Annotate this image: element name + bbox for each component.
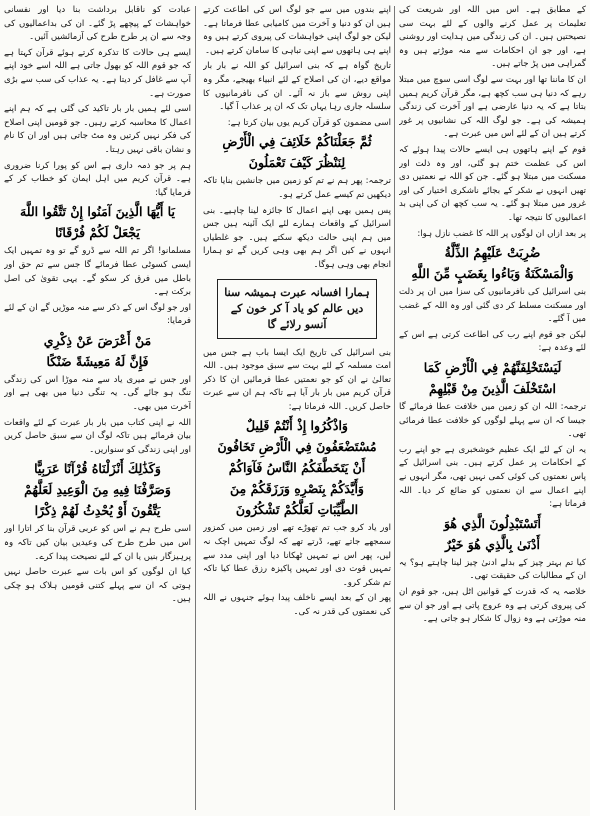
- right-column: [399, 4, 586, 812]
- paragraph: پھر ان کے بعد ایسے ناخلف پیدا ہوئے جنہوں نے اللہ کی نعمتوں کی قدر نہ کی۔: [203, 593, 391, 618]
- paragraph: اور جس نے میری یاد سے منہ موڑا اس کی زندگی تنگ ہو جائے گی۔ یہ تنگی دنیا میں بھی ہے اور آخرت میں بھی۔: [4, 374, 191, 413]
- paragraph: ہم پر جو ذمہ داری ہے اس کو پورا کرنا ضروری ہے۔ قرآن کریم میں اہل ایمان کو خطاب کر کے فرمایا گیا:: [4, 160, 191, 198]
- quran-verse: يَتَّقُونَ أَوْ يُحْدِثُ لَهُمْ ذِكْرًا: [34, 503, 161, 519]
- paragraph: اسی لئے ہمیں بار بار تاکید کی گئی ہے کہ ہم اپنے اعمال کا محاسبہ کرتے رہیں۔ جو قومیں اپنی اصلاح کی فکر نہیں کرتیں وہ مٹ جاتی ہیں اور ان کا نام و نشان باقی نہیں رہتا۔: [4, 104, 191, 155]
- paragraph: پس ہمیں بھی اپنے اعمال کا جائزہ لینا چاہیے۔ بنی اسرائیل کے واقعات ہمارے لئے ایک آئینہ ہیں جس میں ہم اپنی حالت دیکھ سکتے ہیں۔ جو غلطیاں انہوں نے کیں اگر ہم بھی وہی کریں گے تو ہمارا انجام بھی وہی ہوگا۔: [203, 205, 391, 270]
- quran-verse: يَجْعَلْ لَكُمْ فُرْقَانًا: [55, 225, 140, 241]
- quran-verse: لَيَسْتَخْلِفَنَّهُمْ فِي الْأَرْضِ كَمَا: [423, 360, 562, 376]
- quran-verse: وَأَيَّدَكُمْ بِنَصْرِهِ وَرَزَقَكُمْ مِنَ: [230, 481, 364, 497]
- paragraph: اور یاد کرو جب تم تھوڑے تھے اور زمین میں کمزور سمجھے جاتے تھے، ڈرتے تھے کہ لوگ تمہیں اچک نہ لیں، پھر اس نے تمہیں ٹھکانا دیا اور اپنی مدد سے تمہیں قوت دی اور تمہیں پاکیزہ رزق عطا کیا تاکہ تم شکر کرو۔: [203, 523, 391, 588]
- column-divider: [394, 6, 395, 810]
- quran-verse: وَاذْكُرُوا إِذْ أَنْتُمْ قَلِيلٌ: [246, 418, 348, 434]
- left-column: [4, 4, 191, 812]
- quran-verse: الطَّيِّبَاتِ لَعَلَّكُمْ تَشْكُرُونَ: [235, 502, 359, 518]
- quran-verse: وَالْمَسْكَنَةُ وَبَاءُوا بِغَضَبٍ مِّنَ اللَّهِ: [411, 266, 574, 282]
- paragraph: کیا تم بہتر چیز کے بدلے ادنیٰ چیز لینا چاہتے ہو؟ یہ ان کے مطالبات کی حقیقت تھی۔: [399, 557, 586, 582]
- paragraph: ترجمہ: اللہ ان کو زمین میں خلافت عطا فرمائے گا جیسا کہ ان سے پہلے لوگوں کو خلافت عطا فرمائی تھی۔: [399, 402, 586, 440]
- quran-verse: ضُرِبَتْ عَلَيْهِمُ الذِّلَّةُ: [444, 245, 541, 261]
- quran-verse: اسْتَخْلَفَ الَّذِينَ مِنْ قَبْلِهِمْ: [429, 381, 556, 397]
- quran-verse: ثُمَّ جَعَلْنَاكُمْ خَلَائِفَ فِي الْأَرْضِ: [222, 134, 372, 150]
- paragraph: یہ ان کے لئے ایک عظیم خوشخبری ہے جو اپنے رب کے احکامات پر عمل کرتے ہیں۔ بنی اسرائیل کے پاس نعمتوں کی کوئی کمی نہیں تھی، مگر انہوں نے اپنے اعمال سے ان نعمتوں کو ضائع کر دیا۔ اللہ فرماتا ہے:: [399, 444, 586, 510]
- paragraph: پر بعد ازاں ان لوگوں پر اللہ کا غضب نازل ہوا:: [417, 228, 586, 239]
- paragraph: کے مطابق ہے۔ اس میں اللہ اور شریعت کی تعلیمات پر عمل کرنے والوں کے لئے بہت سی نصیحتیں ہیں۔ ان کی زندگی میں ہدایت اور روشنی ہے، اور جو ان احکامات سے منہ موڑتے ہیں وہ گمراہی میں پڑ جاتے ہیں۔: [399, 5, 586, 70]
- paragraph: بنی اسرائیل کی نافرمانیوں کی سزا میں ان پر ذلت اور مسکنت مسلط کر دی گئی اور وہ اللہ کے غضب میں آ گئے۔: [399, 287, 586, 325]
- quran-verse: يَا أَيُّهَا الَّذِينَ آمَنُوا إِنْ تَتَّقُوا اللَّهَ: [20, 204, 175, 220]
- column-divider: [195, 6, 196, 810]
- paragraph: اسی طرح ہم نے اس کو عربی قرآن بنا کر اتارا اور اس میں طرح طرح کی وعیدیں بیان کیں تاکہ وہ پرہیزگار بنیں یا ان کے لئے نصیحت پیدا کرے۔: [4, 524, 191, 562]
- paragraph: کیا ان لوگوں کو اس بات سے عبرت حاصل نہیں ہوتی کہ ان سے پہلے کتنی قومیں ہلاک ہو چکی ہیں۔: [4, 567, 191, 605]
- quran-verse: مُسْتَضْعَفُونَ فِي الْأَرْضِ تَخَافُونَ: [217, 439, 377, 455]
- quran-verse: لِنَنْظُرَ كَيْفَ تَعْمَلُونَ: [248, 155, 346, 171]
- paragraph: بنی اسرائیل کی تاریخ ایک ایسا باب ہے جس میں امت مسلمہ کے لئے بہت سے سبق موجود ہیں۔ اللہ تعالیٰ نے ان کو جو نعمتیں عطا فرمائیں ان کا ذکر قرآن کریم میں بار بار آیا ہے تاکہ ہم ان سے عبرت حاصل کریں۔ اللہ فرماتا ہے:: [203, 347, 391, 412]
- middle-column: [203, 4, 391, 812]
- paragraph: خلاصہ یہ کہ قدرت کے قوانین اٹل ہیں، جو قوم ان کی پیروی کرتی ہے وہ عروج پاتی ہے اور جو ان سے منہ موڑتی ہے وہ زوال کا شکار ہو جاتی ہے۔: [399, 587, 586, 625]
- quran-verse: مَنْ أَعْرَضَ عَنْ ذِكْرِي: [43, 332, 152, 348]
- paragraph: اللہ نے اپنی کتاب میں بار بار عبرت کے لئے واقعات بیان فرمائے ہیں تاکہ لوگ ان سے سبق حاصل کریں اور اپنی زندگی کو سنواریں۔: [4, 417, 191, 455]
- quran-verse: وَصَرَّفْنَا فِيهِ مِنَ الْوَعِيدِ لَعَلَّهُمْ: [24, 482, 171, 498]
- paragraph: اپنے بندوں میں سے جو لوگ اس کی اطاعت کرتے ہیں ان کو دنیا و آخرت میں کامیابی عطا فرماتا ہے۔ لیکن جو لوگ اپنی خواہشات کی پیروی کرتے ہیں وہ اپنے ہی ہاتھوں سے اپنی تباہی کا سامان کرتے ہیں۔: [203, 5, 391, 56]
- quran-verse: أَتَسْتَبْدِلُونَ الَّذِي هُوَ: [443, 515, 542, 531]
- quran-verse: فَإِنَّ لَهُ مَعِيشَةً ضَنْكًا: [46, 353, 149, 369]
- paragraph: ترجمہ: پھر ہم نے تم کو زمین میں جانشین بنایا تاکہ دیکھیں تم کیسے عمل کرتے ہو۔: [203, 176, 391, 200]
- paragraph: اسی مضمون کو قرآن کریم یوں بیان کرتا ہے:: [227, 117, 391, 128]
- paragraph: قوم کے اپنے ہاتھوں ہی ایسے حالات پیدا ہوئے کہ اس کی عظمت ختم ہو گئی، اور وہ ذلت اور مسکنت میں مبتلا ہو گئے۔ جن کو اللہ نے نعمتیں دی تھیں انہوں نے شکر کے بجائے ناشکری اختیار کی اور غرور میں مبتلا ہو گئے۔ یہ سب کچھ ان کی اپنی بد اعمالیوں کا نتیجہ تھا۔: [399, 144, 586, 223]
- quran-verse: وَكَذَٰلِكَ أَنْزَلْنَاهُ قُرْآنًا عَرَبِيًّا: [34, 461, 161, 477]
- paragraph: مسلمانو! اگر تم اللہ سے ڈرو گے تو وہ تمہیں ایک ایسی کسوٹی عطا فرمائے گا جس سے تم حق اور باطل میں فرق کر سکو گے۔ یہی تقویٰ کی اصل برکت ہے۔: [4, 246, 191, 298]
- paragraph: لیکن جو قوم اپنے رب کی اطاعت کرتی ہے اس کے لئے وعدہ ہے:: [399, 329, 586, 354]
- paragraph: اور جو لوگ اس کے ذکر سے منہ موڑیں گے ان کے لئے فرمایا:: [4, 302, 191, 327]
- paragraph: عبادت کو ناقابل برداشت بنا دیا اور نفسانی خواہشات کے پیچھے پڑ گئے۔ ان کی بداعمالیوں کی وجہ سے ان پر طرح طرح کی آزمائشیں آئیں۔: [4, 5, 191, 43]
- paragraph: ایسے ہی حالات کا تذکرہ کرتے ہوئے قرآن کہتا ہے کہ جو قوم اللہ کو بھول جاتی ہے اللہ اسے خود اپنے آپ سے غافل کر دیتا ہے۔ یہ عذاب کی سب سے بڑی صورت ہے۔: [4, 47, 191, 99]
- paragraph: ان کا ماننا تھا اور بہت سے لوگ اسی سوچ میں مبتلا رہے کہ دنیا ہی سب کچھ ہے، مگر قرآن کریم ہمیں بتاتا ہے کہ یہ دنیا عارضی ہے اور آخرت کی زندگی ہمیشہ کی ہے۔ جو لوگ اللہ کی نشانیوں پر غور کرتے ہیں ان کے لئے اس میں عبرت ہے۔: [399, 74, 586, 140]
- quran-verse: أَنْ يَتَخَطَّفَكُمُ النَّاسُ فَآوَاكُمْ: [228, 460, 366, 476]
- paragraph: تاریخ گواہ ہے کہ بنی اسرائیل کو اللہ نے بار بار مواقع دیے، ان کی اصلاح کے لئے انبیاء بھیجے، مگر وہ اپنی روش سے باز نہ آئے۔ ان کی نافرمانیوں کا سلسلہ جاری رہا یہاں تک کہ ان پر عذاب آ گیا۔: [203, 61, 391, 113]
- quran-verse: أَدْنَىٰ بِالَّذِي هُوَ خَيْرٌ: [445, 536, 540, 552]
- boxed-quote: ہمارا افسانہ عبرت ہمیشہ سنا دیں عالم کو یاد آ کر خون کے آنسو رلائے گا: [217, 279, 377, 339]
